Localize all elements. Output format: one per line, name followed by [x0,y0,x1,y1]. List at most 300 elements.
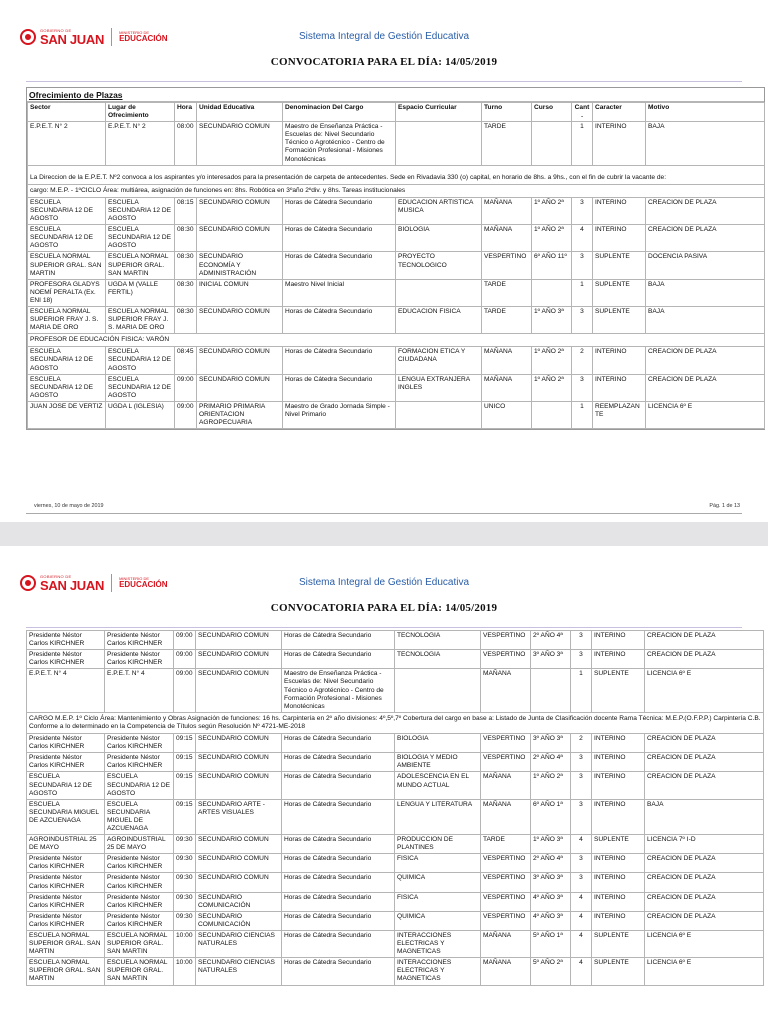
table-cell: Horas de Cátedra Secundario [283,306,396,333]
table-cell: Maestro de Enseñanza Práctica - Escuelas de: Nivel Secundario Técnico o Agrotécnico - Centro de Formación Profesional - Misiones Monotécnicas [282,669,395,712]
table-cell: AGROINDUSTRIAL 25 DE MAYO [27,835,105,854]
table-cell [531,669,571,712]
table-cell: 4 [572,225,593,252]
table-cell: BIOLOGIA [395,734,481,753]
table-row [27,892,764,911]
table-cell: INTERINO [592,873,645,892]
table-cell: SECUNDARIO COMUN [196,772,282,799]
table-cell: ESCUELA SECUNDARIA 12 DE AGOSTO [106,374,175,401]
table-cell: BAJA [646,306,765,333]
gov-name-text: SAN JUAN [40,577,105,593]
table-row [27,772,764,799]
table-cell: BIOLOGIA Y MEDIO AMBIENTE [395,753,481,772]
table-cell: 10:00 [174,931,196,958]
table-cell: MAÑANA [481,772,531,799]
column-header: Motivo [646,103,765,122]
table-cell [396,279,482,306]
table-cell: CREACION DE PLAZA [646,347,765,374]
table-cell: 2º AÑO 4ª [531,753,571,772]
table-row [28,306,765,333]
table-cell: INTERACCIONES ELECTRICAS Y MAGNETICAS [395,931,481,958]
table-cell: SECUNDARIO COMUN [196,835,282,854]
table-cell: SUPLENTE [593,306,646,333]
table-cell: BIOLOGIA [396,225,482,252]
table-cell: VESPERTINO [481,631,531,650]
table-cell: E.P.E.T. N° 4 [105,669,174,712]
table-cell: SECUNDARIO CIENCIAS NATURALES [196,931,282,958]
table-cell: 3 [571,650,592,669]
table-cell: INTERINO [593,374,646,401]
table-cell: ESCUELA SECUNDARIA 12 DE AGOSTO [105,772,174,799]
table-cell: 3 [571,753,592,772]
table-cell: ESCUELA NORMAL SUPERIOR GRAL. SAN MARTIN [106,252,175,279]
table-note: CARGO M.E.P. 1º Ciclo Área: Mantenimiento y Obras Asignación de funciones: 16 hs. Carpintería en 2º año divisiones: 4º,5º,7º Cobertura del cargo en base a: Listado de Junta de Clasificación docente Rama Técnica: M.E.P.(O.F.P.P.) Carpintería C.B. Conforme a lo determinado en la Competencia de Títulos según Resolución Nº 4721-ME-2018 [27,712,764,733]
table-cell: 09:00 [175,401,197,428]
offers-table [26,630,764,986]
table-cell: INTERINO [593,122,646,165]
table-row [28,347,765,374]
table-cell: 08:45 [175,347,197,374]
table-cell: FISICA [395,854,481,873]
table-cell: Horas de Cátedra Secundario [282,650,395,669]
table-cell: SUPLENTE [592,931,645,958]
table-cell: CREACION DE PLAZA [646,374,765,401]
table-cell: 1º AÑO 2ª [531,772,571,799]
section-title: Ofrecimiento de Plazas [27,88,764,102]
table-cell: 6º AÑO 11º [532,252,572,279]
table-cell: QUIMICA [395,873,481,892]
table-cell: VESPERTINO [481,650,531,669]
table-cell: LENGUA Y LITERATURA [395,799,481,834]
table-cell: BAJA [645,799,764,834]
table-cell: BAJA [646,122,765,165]
ministry-small-text: MINISTERIO DE [119,30,150,35]
header-separator [26,627,742,628]
table-cell: Horas de Cátedra Secundario [282,772,395,799]
table-cell: Horas de Cátedra Secundario [282,931,395,958]
table-cell: DOCENCIA PASIVA [646,252,765,279]
table-cell: MAÑANA [482,347,532,374]
table-cell: 1º AÑO 3ª [531,835,571,854]
column-header: Curso [532,103,572,122]
table-cell: LICENCIA 6º E [645,931,764,958]
table-cell: Horas de Cátedra Secundario [282,958,395,985]
table-cell: Presidente Néstor Carlos KIRCHNER [27,873,105,892]
table-cell: Horas de Cátedra Secundario [283,347,396,374]
table-cell: BAJA [646,279,765,306]
table-cell: SUPLENTE [592,669,645,712]
table-row [28,374,765,401]
ministry-small-text: MINISTERIO DE [119,576,150,581]
table-cell: CREACION DE PLAZA [645,753,764,772]
table-cell: 08:30 [175,279,197,306]
table-cell: 1 [571,669,592,712]
table-cell: TARDE [482,122,532,165]
table-cell: MAÑANA [482,197,532,224]
table-cell: LICENCIA 6º E [645,669,764,712]
table-cell: TARDE [481,835,531,854]
table-cell: UNICO [482,401,532,428]
table-cell: ESCUELA SECUNDARIA 12 DE AGOSTO [106,347,175,374]
table-cell: INICIAL COMUN [197,279,283,306]
table-cell: Horas de Cátedra Secundario [282,799,395,834]
table-cell: 09:30 [174,873,196,892]
table-cell: 5º AÑO 2ª [531,958,571,985]
table-cell [396,401,482,428]
table-cell: INTERINO [592,631,645,650]
table-cell: 1 [572,279,593,306]
table-cell: INTERINO [592,753,645,772]
table-cell: 09:30 [174,892,196,911]
table-cell: Presidente Néstor Carlos KIRCHNER [105,753,174,772]
table-row [27,873,764,892]
table-note-row [28,334,765,347]
table-cell: PROYECTO TECNOLOGICO [396,252,482,279]
table-row [27,854,764,873]
table-cell: Maestro Nivel Inicial [283,279,396,306]
table-cell: Presidente Néstor Carlos KIRCHNER [27,911,105,930]
table-cell: 4 [571,931,592,958]
table-note: cargo: M.E.P. - 1ºCICLO Área: multiárea, asignación de funciones en: 8hs. Robótica en 3ºaño 2ºdiv. y 8hs. Tareas institucionales [28,184,765,197]
table-cell: ESCUELA NORMAL SUPERIOR GRAL. SAN MARTIN [28,252,106,279]
column-header: Espacio Curricular [396,103,482,122]
table-cell: VESPERTINO [481,734,531,753]
table-cell: Presidente Néstor Carlos KIRCHNER [105,631,174,650]
column-header: Hora [175,103,197,122]
table-cell: Presidente Néstor Carlos KIRCHNER [27,650,105,669]
table-cell: 09:15 [174,799,196,834]
table-cell: SUPLENTE [592,958,645,985]
table-cell: 3 [572,306,593,333]
table-cell: SECUNDARIO COMUNICACIÓN [196,892,282,911]
table-cell: E.P.E.T. N° 2 [106,122,175,165]
offers-table [27,102,765,429]
table-cell: Horas de Cátedra Secundario [282,911,395,930]
table-row [27,650,764,669]
table-cell: SECUNDARIO COMUN [197,306,283,333]
table-cell: 2º AÑO 4ª [531,854,571,873]
table-cell: PRIMARIO PRIMARIA ORIENTACION AGROPECUARIA [197,401,283,428]
table-cell: MAÑANA [482,374,532,401]
table-cell: 08:30 [175,252,197,279]
gov-small-text: GOBIERNO DE [40,573,72,579]
table-cell: CREACION DE PLAZA [645,650,764,669]
table-cell: 3º AÑO 3ª [531,734,571,753]
table-cell: 09:15 [174,772,196,799]
table-cell: 4º AÑO 3ª [531,892,571,911]
table-cell: 09:00 [175,374,197,401]
document-page-2 [0,546,768,1024]
table-cell: Horas de Cátedra Secundario [283,374,396,401]
table-cell: Horas de Cátedra Secundario [282,631,395,650]
table-cell: INTERINO [592,892,645,911]
table-cell: MAÑANA [481,799,531,834]
table-cell: Horas de Cátedra Secundario [283,197,396,224]
column-header: Cant. [572,103,593,122]
gov-small-text: GOBIERNO DE [40,27,72,33]
table-cell: INTERINO [593,347,646,374]
table-cell: 4 [571,835,592,854]
table-cell: ESCUELA SECUNDARIA MIGUEL DE AZCUENAGA [27,799,105,834]
footer-page-number: Pág. 1 de 13 [709,503,740,509]
table-cell: INTERINO [593,225,646,252]
table-cell: CREACION DE PLAZA [646,197,765,224]
table-cell: 2 [571,734,592,753]
table-cell: MAÑANA [481,931,531,958]
table-cell: 3 [571,873,592,892]
table-note: La Direccion de la E.P.E.T. Nº2 convoca a los aspirantes y/o interesados para la presentación de carpeta de antecedentes. Sede en Rivadavia 330 (o) capital, en horario de 8hs. a 9hs., con el fin de cubrir la vacante de: [28,165,765,184]
table-cell: 1 [572,122,593,165]
table-row [27,931,764,958]
table-cell: SECUNDARIO COMUN [196,631,282,650]
table-cell: Presidente Néstor Carlos KIRCHNER [105,650,174,669]
table-cell: 6º AÑO 1ª [531,799,571,834]
table-cell: INTERINO [592,911,645,930]
table-row [27,911,764,930]
table-cell: 4 [571,911,592,930]
table-cell: SECUNDARIO COMUNICACIÓN [196,911,282,930]
table-cell: EDUCACION ARTISTICA MUSICA [396,197,482,224]
table-row [28,197,765,224]
header-separator [26,81,742,82]
table-cell: MAÑANA [482,225,532,252]
table-cell: 08:30 [175,225,197,252]
page-footer [34,503,740,509]
table-cell: 08:15 [175,197,197,224]
column-header: Unidad Educativa [197,103,283,122]
table-cell: 3º AÑO 3ª [531,873,571,892]
table-cell: 5º AÑO 1ª [531,931,571,958]
table-row [27,958,764,985]
table-cell: Maestro de Grado Jornada Simple - Nivel Primario [283,401,396,428]
table-cell: SECUNDARIO COMUN [196,873,282,892]
table-cell: SUPLENTE [593,279,646,306]
table-row [28,122,765,165]
table-cell: AGROINDUSTRIAL 25 DE MAYO [105,835,174,854]
table-cell: TECNOLOGIA [395,631,481,650]
table-cell: SECUNDARIO COMUN [196,734,282,753]
table-cell: SECUNDARIO COMUN [197,347,283,374]
table-cell: 4º AÑO 3ª [531,911,571,930]
table-cell: 1º AÑO 2ª [532,347,572,374]
table-cell: ESCUELA SECUNDARIA 12 DE AGOSTO [106,197,175,224]
column-header: Caracter [593,103,646,122]
system-title: Sistema Integral de Gestión Educativa [298,577,470,588]
table-cell: VESPERTINO [481,892,531,911]
table-cell: CREACION DE PLAZA [645,631,764,650]
table-cell: SECUNDARIO COMUN [197,122,283,165]
table-cell: 1º AÑO 2ª [532,225,572,252]
table-row [28,252,765,279]
table-cell: EDUCACION FISICA [396,306,482,333]
page-header [0,546,768,596]
table-cell: SECUNDARIO COMUN [196,854,282,873]
table-cell: ESCUELA NORMAL SUPERIOR FRAY J. S. MARIA DE ORO [106,306,175,333]
table-cell: MAÑANA [481,958,531,985]
table-cell: LICENCIA 6º E [646,401,765,428]
convocatoria-title: CONVOCATORIA PARA EL DÍA: 14/05/2019 [270,56,498,68]
table-cell: 1º AÑO 2ª [532,374,572,401]
table-row [28,279,765,306]
table-cell: Presidente Néstor Carlos KIRCHNER [105,854,174,873]
table-cell: CREACION DE PLAZA [645,911,764,930]
ministry-name-text: EDUCACIÓN [119,34,168,43]
table-cell: CREACION DE PLAZA [645,854,764,873]
table-cell: PROFESORA GLADYS NOEMÍ PERALTA (Ex. ENI 18) [28,279,106,306]
table-row [27,734,764,753]
table-cell: Horas de Cátedra Secundario [282,734,395,753]
table-cell: MAÑANA [481,669,531,712]
table-cell: Horas de Cátedra Secundario [282,892,395,911]
table-cell: Presidente Néstor Carlos KIRCHNER [105,911,174,930]
offers-table-container [26,630,763,986]
table-row [27,753,764,772]
table-cell [532,122,572,165]
table-cell: 1º AÑO 3ª [532,306,572,333]
table-row [28,225,765,252]
table-cell: SECUNDARIO COMUN [196,753,282,772]
table-cell: Horas de Cátedra Secundario [282,854,395,873]
table-row [27,799,764,834]
table-header-row [28,103,765,122]
table-cell: Presidente Néstor Carlos KIRCHNER [105,892,174,911]
table-cell: 3 [571,799,592,834]
table-note-row [28,184,765,197]
table-cell: 09:30 [174,911,196,930]
table-cell: ESCUELA SECUNDARIA 12 DE AGOSTO [28,225,106,252]
table-cell: Horas de Cátedra Secundario [282,835,395,854]
table-cell: Presidente Néstor Carlos KIRCHNER [27,854,105,873]
table-cell: Presidente Néstor Carlos KIRCHNER [27,734,105,753]
column-header: Sector [28,103,106,122]
table-cell: Maestro de Enseñanza Práctica - Escuelas de: Nivel Secundario Técnico o Agrotécnico - Centro de Formación Profesional - Misiones Monotécnicas [283,122,396,165]
table-cell: 3 [571,772,592,799]
table-cell: 08:30 [175,306,197,333]
table-cell: ESCUELA SECUNDARIA 12 DE AGOSTO [106,225,175,252]
table-note-row [28,165,765,184]
table-cell: ESCUELA SECUNDARIA 12 DE AGOSTO [28,374,106,401]
ministry-name-text: EDUCACIÓN [119,580,168,589]
table-cell: 3 [572,252,593,279]
table-cell: TARDE [482,279,532,306]
table-cell [532,401,572,428]
table-cell: 1 [572,401,593,428]
table-cell: VESPERTINO [482,252,532,279]
table-cell: VESPERTINO [481,753,531,772]
table-cell: CREACION DE PLAZA [645,772,764,799]
table-cell: Horas de Cátedra Secundario [282,753,395,772]
table-cell: Presidente Néstor Carlos KIRCHNER [27,631,105,650]
table-cell: 3 [571,854,592,873]
table-cell: Presidente Néstor Carlos KIRCHNER [27,753,105,772]
table-cell: INTERINO [592,799,645,834]
table-cell: 10:00 [174,958,196,985]
table-cell: 3 [572,374,593,401]
table-cell: Horas de Cátedra Secundario [283,225,396,252]
column-header: Denominacion Del Cargo [283,103,396,122]
table-cell: UGDA M (VALLE FERTIL) [106,279,175,306]
table-row [28,401,765,428]
table-cell: 09:15 [174,753,196,772]
table-cell [532,279,572,306]
table-cell: 3º AÑO 3ª [531,650,571,669]
table-cell: 4 [571,958,592,985]
table-cell: JUAN JOSE DE VERTIZ [28,401,106,428]
table-cell: VESPERTINO [481,873,531,892]
table-row [27,835,764,854]
table-cell: 2 [572,347,593,374]
table-cell: INTERINO [592,854,645,873]
table-cell: SECUNDARIO ARTE - ARTES VISUALES [196,799,282,834]
table-cell: 09:30 [174,835,196,854]
table-cell: FORMACION ETICA Y CIUDADANA [396,347,482,374]
table-cell: INTERINO [592,650,645,669]
table-cell: ESCUELA SECUNDARIA MIGUEL DE AZCUENAGA [105,799,174,834]
table-cell: INTERINO [592,772,645,799]
table-note-row [27,712,764,733]
table-cell: TARDE [482,306,532,333]
table-cell: ADOLESCENCIA EN EL MUNDO ACTUAL [395,772,481,799]
table-cell: INTERINO [592,734,645,753]
table-cell: ESCUELA NORMAL SUPERIOR GRAL. SAN MARTIN [27,958,105,985]
table-cell [396,122,482,165]
table-cell: LICENCIA 6º E [645,958,764,985]
table-row [27,631,764,650]
table-cell: 09:00 [174,631,196,650]
table-cell: CREACION DE PLAZA [645,892,764,911]
table-cell: E.P.E.T. N° 4 [27,669,105,712]
table-cell: LENGUA EXTRANJERA INGLES [396,374,482,401]
table-note: PROFESOR DE EDUCACIÓN FISICA: VARÓN [28,334,765,347]
offers-table-container [26,87,765,430]
page-header [0,0,768,50]
table-cell: SECUNDARIO ECONOMÍA Y ADMINISTRACIÓN [197,252,283,279]
table-cell: ESCUELA NORMAL SUPERIOR FRAY J. S. MARIA DE ORO [28,306,106,333]
table-cell: ESCUELA NORMAL SUPERIOR GRAL. SAN MARTIN [105,931,174,958]
column-header: Turno [482,103,532,122]
table-cell: SUPLENTE [592,835,645,854]
table-cell: SECUNDARIO COMUN [196,650,282,669]
table-cell: SUPLENTE [593,252,646,279]
convocatoria-title: CONVOCATORIA PARA EL DÍA: 14/05/2019 [270,602,498,614]
table-cell: 3 [572,197,593,224]
table-row [27,669,764,712]
table-cell: Presidente Néstor Carlos KIRCHNER [105,734,174,753]
table-cell: SECUNDARIO COMUN [197,197,283,224]
table-cell: E.P.E.T. N° 2 [28,122,106,165]
table-cell: ESCUELA SECUNDARIA 12 DE AGOSTO [28,197,106,224]
table-cell: Presidente Néstor Carlos KIRCHNER [27,892,105,911]
table-cell: PRODUCCION DE PLANTINES [395,835,481,854]
table-cell: FISICA [395,892,481,911]
table-cell: 2º AÑO 4ª [531,631,571,650]
table-cell [395,669,481,712]
table-cell: VESPERTINO [481,911,531,930]
table-cell: Horas de Cátedra Secundario [283,252,396,279]
table-cell: LICENCIA 7º I-D [645,835,764,854]
table-cell: 09:00 [174,669,196,712]
table-cell: 09:30 [174,854,196,873]
column-header: Lugar de Ofrecimiento [106,103,175,122]
table-cell: QUIMICA [395,911,481,930]
table-cell: TECNOLOGIA [395,650,481,669]
table-cell: Horas de Cátedra Secundario [282,873,395,892]
table-cell: SECUNDARIO COMUN [196,669,282,712]
table-cell: 08:00 [175,122,197,165]
table-cell: CREACION DE PLAZA [646,225,765,252]
table-cell: ESCUELA NORMAL SUPERIOR GRAL. SAN MARTIN [105,958,174,985]
table-cell: 3 [571,631,592,650]
